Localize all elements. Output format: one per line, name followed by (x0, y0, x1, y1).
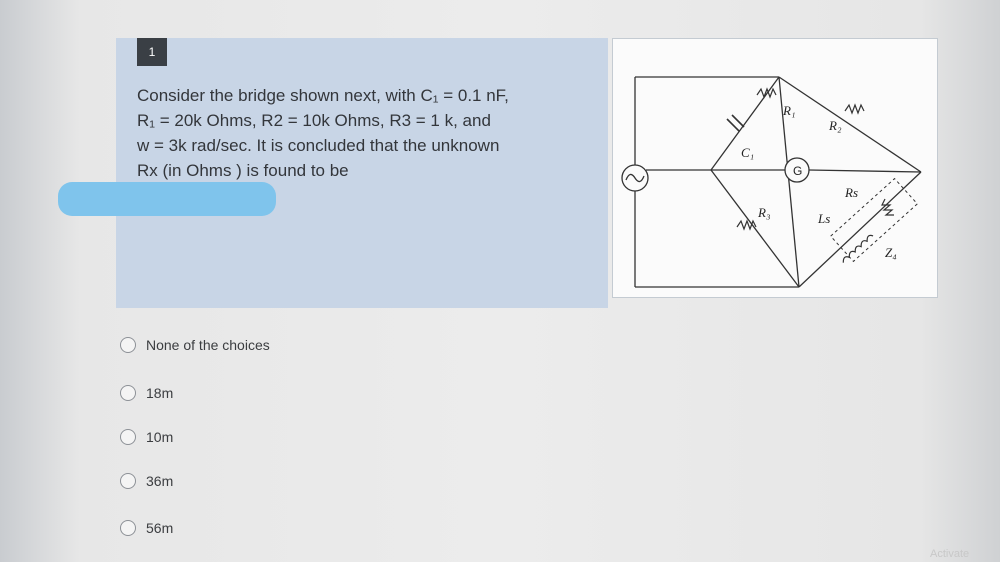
label-c1: C₁ (741, 145, 755, 160)
radio-button[interactable] (120, 337, 136, 353)
option-56m[interactable] (120, 520, 173, 536)
bridge-circuit-diagram (613, 39, 937, 297)
radio-button[interactable] (120, 385, 136, 401)
question-number-badge: 1 (137, 38, 167, 66)
option-label: 18m (146, 385, 174, 401)
z4-dashed-box (831, 179, 918, 262)
radio-button[interactable] (120, 473, 136, 489)
radio-button[interactable] (120, 520, 136, 536)
resistor-r2-symbol (845, 105, 864, 113)
label-r1: R₁ (783, 103, 796, 118)
question-line: Consider the bridge shown next, with C₁ = 0.1 nF, (137, 86, 509, 105)
redaction-mark (58, 182, 276, 216)
question-line: R₁ = 20k Ohms, R2 = 10k Ohms, R3 = 1 k, and (137, 111, 491, 130)
label-rs: Rs (845, 185, 858, 200)
question-text (137, 83, 592, 183)
label-z4: Z₄ (885, 245, 897, 260)
option-label: 36m (146, 473, 174, 489)
label-ls: Ls (818, 211, 831, 226)
label-r3: R₃ (758, 205, 771, 220)
option-none-of-the-choices[interactable] (120, 337, 270, 353)
radio-button[interactable] (120, 429, 136, 445)
option-36m[interactable] (120, 473, 173, 489)
label-r2: R₂ (829, 118, 842, 133)
question-line: w = 3k rad/sec. It is concluded that the unknown (137, 136, 500, 155)
label-g: G (793, 164, 803, 178)
activation-watermark: Activate (930, 548, 970, 560)
option-label: 56m (146, 520, 174, 536)
bridge-circuit-figure (612, 38, 938, 298)
option-label: 10m (146, 429, 174, 445)
option-18m[interactable] (120, 385, 173, 401)
option-label: None of the choices (146, 337, 270, 353)
question-line: Rx (in Ohms ) is found to be (137, 161, 349, 180)
option-10m[interactable] (120, 429, 173, 445)
